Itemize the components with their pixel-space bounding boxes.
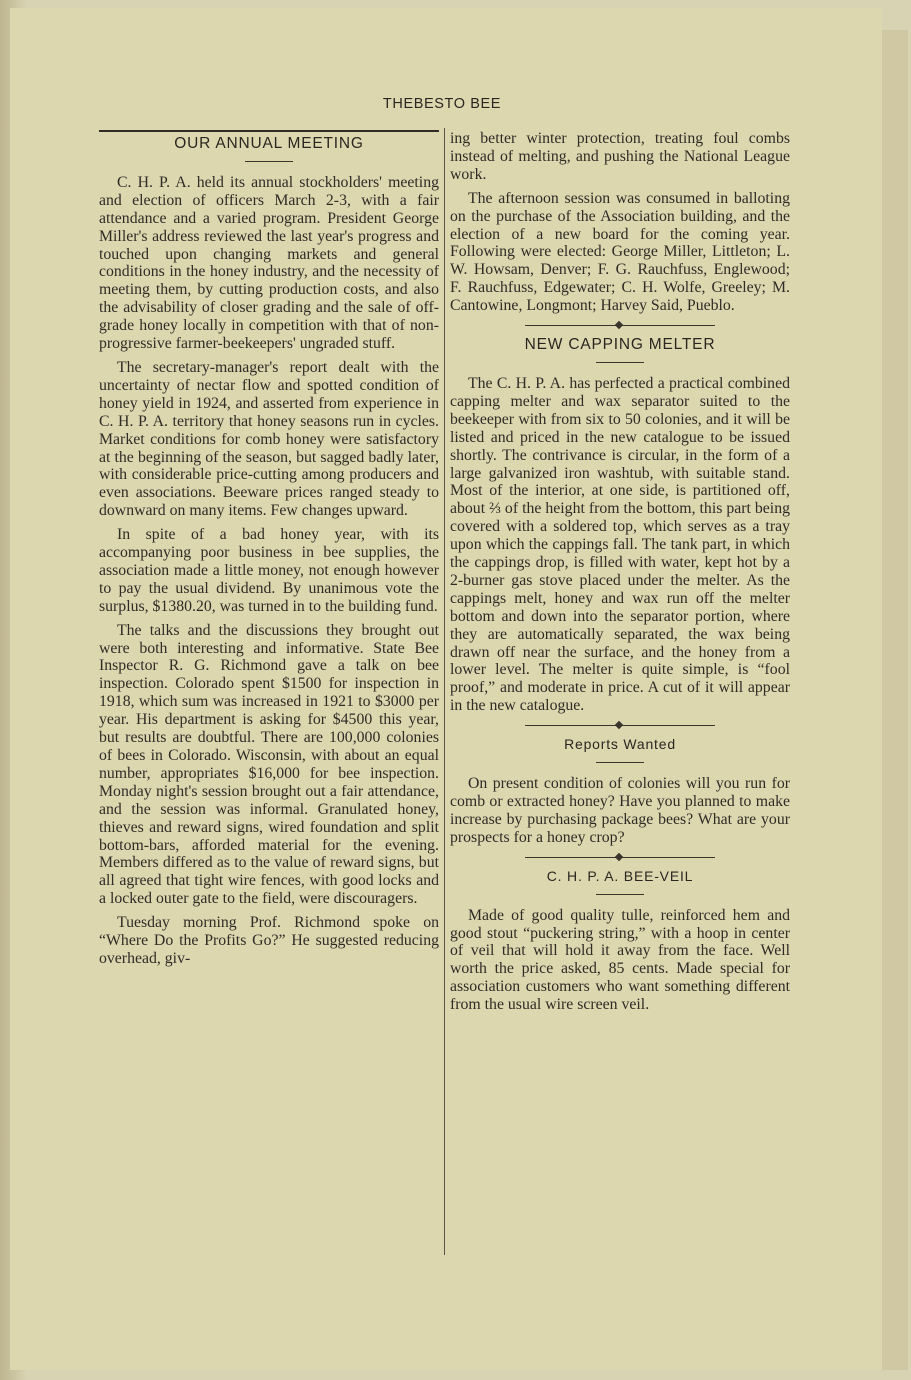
paragraph: Made of good quality tulle, reinforced hem and good stout “puckering string,” with a hoop in center of veil that will hold it away from the face. Well worth the price asked, 85 cents. Made special for association customers who want something different from the usual wire screen veil.	[450, 906, 790, 1014]
heading-rule	[245, 161, 293, 162]
reports-wanted-heading: Reports Wanted	[564, 736, 676, 753]
right-column	[450, 130, 790, 1020]
heading-rule	[596, 362, 644, 363]
section-divider	[525, 857, 715, 858]
column-divider	[444, 128, 445, 1255]
section-divider	[525, 325, 715, 326]
heading-rule	[596, 762, 644, 763]
running-head: THEBESTO BEE	[382, 96, 502, 112]
capping-melter-heading: NEW CAPPING MELTER	[524, 336, 716, 354]
section-divider	[525, 725, 715, 726]
paragraph: The talks and the discussions they brought out were both interesting and informative. State Bee Inspector R. G. Richmond gave a talk on bee inspection. Colorado spent $1500 for inspection in 1918, which sum was increased in 1921 to $3000 per year. His department is asking for $4500 this year, but results are doubtful. There are 100,000 colonies of bees in Colorado. Wisconsin, with about an equal number, appropriates $16,000 for bee inspection. Monday night's session brought out a fair attendance, and the session was informal. Granulated honey, thieves and reward signs, wired foundation and split bottom-bars, afforded material for the evening. Members differed as to the value of reward signs, but all agreed that tight wire fences, with good locks and a locked outer gate to the field, were discouragers.	[99, 621, 439, 908]
paragraph: C. H. P. A. held its annual stockholders' meeting and election of officers March 2-3, with a fair attendance and a varied program. President George Miller's address reviewed the last year's progress and touched upon changing markets and general conditions in the honey industry, and the necessity of meeting them, by cutting production costs, and also the advisability of closer grading and the sale of off-grade honey locally in competition with that of non-progressive farmer-beekeepers' ungraded stuff.	[99, 173, 439, 353]
paragraph: The afternoon session was consumed in balloting on the purchase of the Association building, and the election of a new board for the coming year. Following were elected: George Miller, Littleton; L. W. Howsam, Denver; F. G. Rauchfuss, Englewood; F. Rauchfuss, Edgewater; C. H. Wolfe, Greeley; M. Cantowine, Longmont; Harvey Said, Pueblo.	[450, 189, 790, 315]
paragraph: The C. H. P. A. has perfected a practical combined capping melter and wax separator suited to the beekeeper with from six to 50 colonies, and it will be listed and priced in the new catalogue to be issued shortly. The contrivance is circular, in the form of a large galvanized iron washtub, with suitable stand. Most of the interior, at one side, is partitioned off, about ⅔ of the height from the bottom, this part being covered with a soldered top, which serves as a tray upon which the cappings fall. The tank part, in which the cappings drop, is filled with water, kept hot by a 2-burner gas stove placed under the melter. As the cappings melt, honey and wax run off the melter bottom and down into the separator portion, where they are automatically separated, the wax being drawn off near the surface, and the honey from a lower level. The melter is quite simple, is “fool proof,” and moderate in price. A cut of it will appear in the new catalogue.	[450, 374, 790, 715]
paragraph: On present condition of colonies will you run for comb or extracted honey? Have you planned to make increase by purchasing package bees? What are your prospects for a honey crop?	[450, 775, 790, 846]
left-column	[99, 130, 439, 974]
heading-rule	[596, 894, 644, 895]
annual-meeting-heading: OUR ANNUAL MEETING	[174, 135, 364, 152]
paragraph: Tuesday morning Prof. Richmond spoke on “Where Do the Profits Go?” He suggested reducing overhead, giv-	[99, 914, 439, 967]
paragraph: ing better winter protection, treating foul combs instead of melting, and pushing the National League work.	[450, 130, 790, 183]
paragraph: In spite of a bad honey year, with its accompanying poor business in bee supplies, the association made a little money, not enough however to pay the usual dividend. By unanimous vote the surplus, $1380.20, was turned in to the building fund.	[99, 526, 439, 615]
paragraph: The secretary-manager's report dealt with the uncertainty of nectar flow and spotted condition of honey yield in 1924, and asserted from experience in C. H. P. A. territory that honey seasons run in cycles. Market conditions for comb honey were satisfactory at the beginning of the season, but sagged badly later, with considerable price-cutting among producers and even associations. Beeware prices ranged steady to downward on many items. Few changes upward.	[99, 358, 439, 520]
bee-veil-heading: C. H. P. A. BEE-VEIL	[546, 867, 694, 884]
top-rule	[99, 130, 439, 132]
page-edge	[878, 30, 908, 1370]
